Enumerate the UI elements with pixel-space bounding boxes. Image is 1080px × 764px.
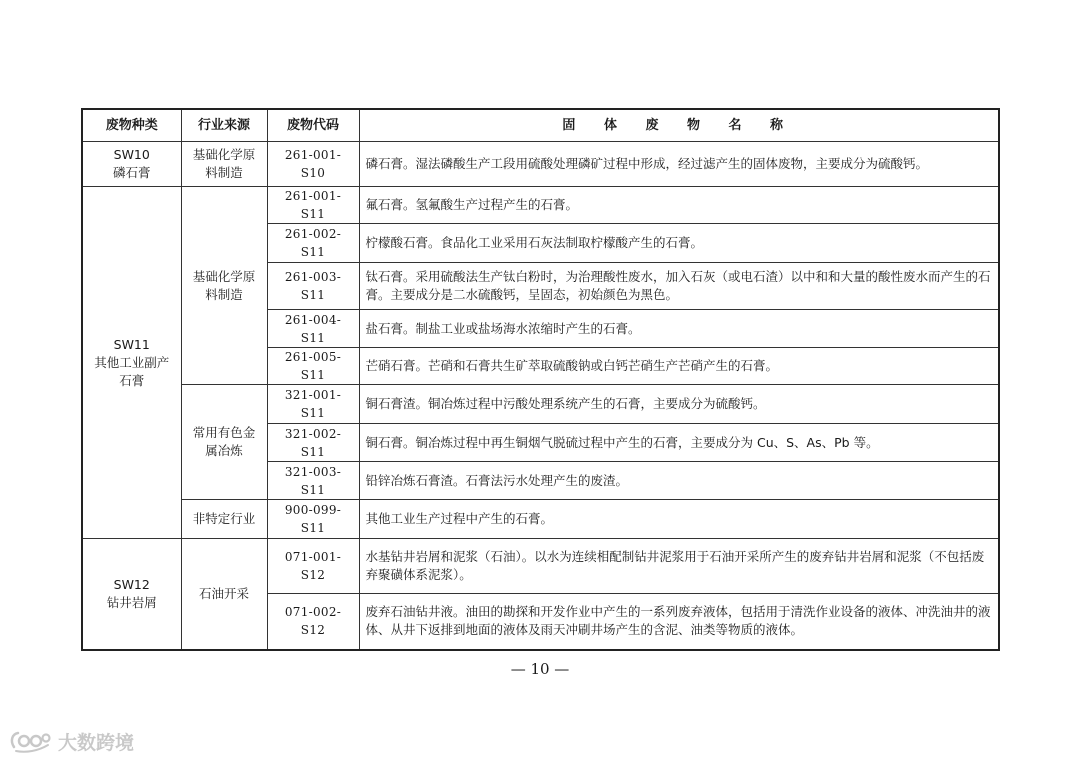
- table-row: [82, 385, 999, 424]
- header-code: 废物代码: [267, 109, 359, 142]
- category-code: SW11: [113, 336, 150, 352]
- waste-description: 水基钻井岩屑和泥浆（石油）。以水为连续相配制钻井泥浆用于石油开采所产生的废弃钻井岩屑和泥浆（不包括废弃聚磺体系泥浆）。: [359, 539, 999, 594]
- watermark-text: 大数跨境: [58, 732, 135, 754]
- source-cell: 基础化学原料制造: [181, 142, 267, 187]
- category-name: 其他工业副产石膏: [94, 354, 170, 388]
- waste-code: 261-001-S11: [267, 187, 359, 224]
- waste-code: 900-099-S11: [267, 500, 359, 539]
- waste-code: 071-001-S12: [267, 539, 359, 594]
- header-category: 废物种类: [82, 109, 181, 142]
- waste-code: 321-003-S11: [267, 462, 359, 500]
- watermark: [8, 728, 134, 755]
- waste-description: 氟石膏。氢氟酸生产过程产生的石膏。: [359, 187, 999, 224]
- waste-description: 铜石膏渣。铜冶炼过程中污酸处理系统产生的石膏，主要成分为硫酸钙。: [359, 385, 999, 424]
- category-name: 磷石膏: [112, 165, 151, 180]
- waste-catalog-table: [81, 108, 1000, 651]
- category-cell-sw12: [82, 539, 181, 650]
- waste-description: 柠檬酸石膏。食品化工业采用石灰法制取柠檬酸产生的石膏。: [359, 224, 999, 263]
- table-row: [82, 539, 999, 594]
- page-number: — 10 —: [510, 660, 570, 678]
- table-row: [82, 500, 999, 539]
- category-name: 钻井岩屑: [106, 594, 157, 610]
- waste-description: 其他工业生产过程中产生的石膏。: [359, 500, 999, 539]
- waste-code: 261-005-S11: [267, 348, 359, 385]
- waste-code: 261-003-S11: [267, 263, 359, 310]
- waste-code: 321-002-S11: [267, 424, 359, 462]
- source-cell: 石油开采: [181, 539, 267, 650]
- waste-code: 071-002-S12: [267, 594, 359, 650]
- header-waste-name: 固 体 废 物 名 称: [359, 109, 999, 142]
- category-code: SW12: [113, 576, 150, 592]
- source-cell: 常用有色金属冶炼: [181, 385, 267, 500]
- brand-logo-icon: [8, 729, 54, 755]
- source-cell: 非特定行业: [181, 500, 267, 539]
- waste-code: 261-002-S11: [267, 224, 359, 263]
- category-cell-sw11: [82, 187, 181, 539]
- waste-code: 261-004-S11: [267, 310, 359, 348]
- source-cell: 基础化学原料制造: [181, 187, 267, 385]
- header-source: 行业来源: [181, 109, 267, 142]
- waste-code: 321-001-S11: [267, 385, 359, 424]
- table-header-row: [82, 109, 999, 142]
- waste-description: 芒硝石膏。芒硝和石膏共生矿萃取硫酸钠或白钙芒硝生产芒硝产生的石膏。: [359, 348, 999, 385]
- waste-description: 钛石膏。采用硫酸法生产钛白粉时，为治理酸性废水，加入石灰（或电石渣）以中和和大量的酸性废水而产生的石膏。主要成分是二水硫酸钙，呈固态，初始颜色为黑色。: [359, 263, 999, 310]
- table-row: [82, 187, 999, 224]
- category-code: SW10: [113, 147, 150, 162]
- waste-description: 磷石膏。湿法磷酸生产工段用硫酸处理磷矿过程中形成，经过滤产生的固体废物，主要成分为硫酸钙。: [359, 142, 999, 187]
- waste-description: 铜石膏。铜冶炼过程中再生铜烟气脱硫过程中产生的石膏，主要成分为 Cu、S、As、Pb 等。: [359, 424, 999, 462]
- table-row: [82, 142, 999, 187]
- waste-description: 盐石膏。制盐工业或盐场海水浓缩时产生的石膏。: [359, 310, 999, 348]
- waste-description: 废弃石油钻井液。油田的勘探和开发作业中产生的一系列废弃液体，包括用于清洗作业设备的液体、冲洗油井的液体、从井下返排到地面的液体及雨天冲刷井场产生的含泥、油类等物质的液体。: [359, 594, 999, 650]
- category-cell-sw10: [82, 142, 181, 187]
- waste-code: 261-001-S10: [267, 142, 359, 187]
- waste-description: 铅锌冶炼石膏渣。石膏法污水处理产生的废渣。: [359, 462, 999, 500]
